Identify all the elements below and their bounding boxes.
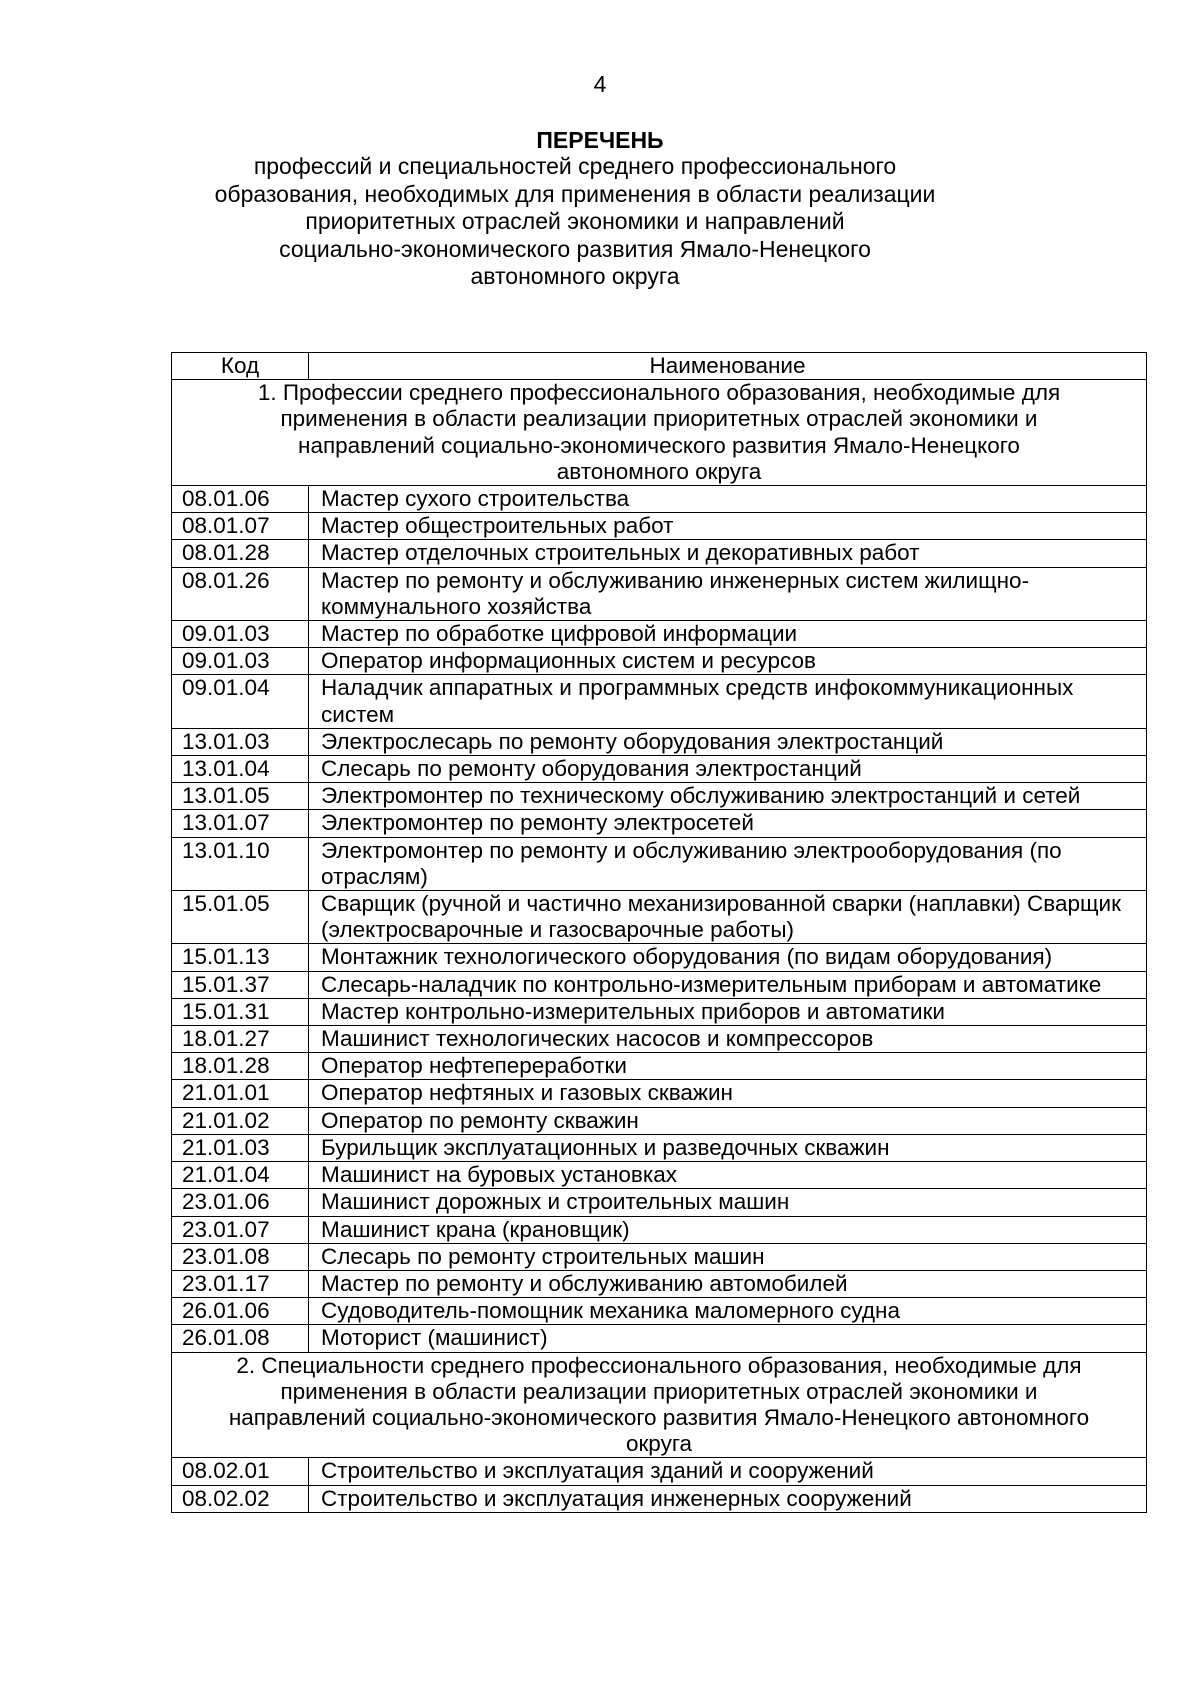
row-name: Мастер отделочных строительных и декоративных работ (309, 540, 1147, 567)
row-code: 08.02.02 (172, 1485, 309, 1512)
row-code: 09.01.03 (172, 621, 309, 648)
row-name: Слесарь по ремонту оборудования электростанций (309, 756, 1147, 783)
row-name: Оператор по ремонту скважин (309, 1107, 1147, 1134)
section-2-line: применения в области реализации приоритетных отраслей экономики и (280, 1378, 1038, 1404)
table-row (172, 1485, 1147, 1512)
row-code: 13.01.03 (172, 728, 309, 755)
table-row (172, 1026, 1147, 1053)
row-name: Оператор информационных систем и ресурсов (309, 648, 1147, 675)
table-row (172, 837, 1147, 890)
row-code: 13.01.10 (172, 837, 309, 890)
section-1-title (172, 380, 1147, 486)
table-row (172, 1458, 1147, 1485)
table-row (172, 540, 1147, 567)
row-name: Машинист крана (крановщик) (309, 1216, 1147, 1243)
section-2-title (172, 1352, 1147, 1458)
table-row (172, 1162, 1147, 1189)
table-row (172, 971, 1147, 998)
row-name: Машинист дорожных и строительных машин (309, 1189, 1147, 1216)
table-row (172, 1270, 1147, 1297)
row-code: 23.01.17 (172, 1270, 309, 1297)
subtitle-line: профессий и специальностей среднего профессионального (253, 153, 897, 179)
header-name: Наименование (309, 353, 1147, 380)
subtitle-line: образования, необходимых для применения в области реализации (214, 180, 936, 207)
row-code: 21.01.04 (172, 1162, 309, 1189)
row-code: 18.01.28 (172, 1053, 309, 1080)
row-code: 21.01.01 (172, 1080, 309, 1107)
row-code: 09.01.04 (172, 675, 309, 728)
table-row (172, 891, 1147, 944)
section-heading-specialties (172, 1352, 1147, 1458)
section-1-line: направлений социально-экономического развития Ямало-Ненецкого (298, 432, 1020, 458)
table-row (172, 1053, 1147, 1080)
row-name: Сварщик (ручной и частично механизированной сварки (наплавки) Сварщик (электросварочные и газосварочные работы) (309, 891, 1147, 944)
section-1-line: автономного округа (556, 458, 762, 484)
table-row (172, 675, 1147, 728)
row-code: 08.01.26 (172, 567, 309, 620)
row-code: 21.01.02 (172, 1107, 309, 1134)
row-code: 15.01.31 (172, 998, 309, 1025)
row-code: 08.01.06 (172, 486, 309, 513)
section-heading-professions (172, 380, 1147, 486)
row-code: 15.01.37 (172, 971, 309, 998)
table-row (172, 810, 1147, 837)
row-name: Моторист (машинист) (309, 1325, 1147, 1352)
table-row (172, 486, 1147, 513)
row-code: 08.02.01 (172, 1458, 309, 1485)
row-name: Мастер контрольно-измерительных приборов и автоматики (309, 998, 1147, 1025)
row-code: 08.01.28 (172, 540, 309, 567)
header-code: Код (172, 353, 309, 380)
section-2-line: округа (625, 1431, 693, 1457)
table-row (172, 1243, 1147, 1270)
row-code: 13.01.05 (172, 783, 309, 810)
professions-table (171, 352, 1147, 1513)
table-row (172, 756, 1147, 783)
row-name: Оператор нефтепереработки (309, 1053, 1147, 1080)
row-name: Мастер общестроительных работ (309, 513, 1147, 540)
table-row (172, 1298, 1147, 1325)
table-row (172, 513, 1147, 540)
row-code: 18.01.27 (172, 1026, 309, 1053)
row-name: Строительство и эксплуатация инженерных сооружений (309, 1485, 1147, 1512)
row-code: 23.01.06 (172, 1189, 309, 1216)
row-name: Мастер по ремонту и обслуживанию инженерных систем жилищно-коммунального хозяйства (309, 567, 1147, 620)
table-row (172, 944, 1147, 971)
table-row (172, 567, 1147, 620)
table-header-row (172, 353, 1147, 380)
page-number: 4 (593, 71, 607, 97)
row-code: 08.01.07 (172, 513, 309, 540)
row-code: 13.01.07 (172, 810, 309, 837)
row-name: Слесарь-наладчик по контрольно-измерительным приборам и автоматике (309, 971, 1147, 998)
subtitle-line: приоритетных отраслей экономики и направлений (305, 208, 845, 234)
row-name: Электромонтер по техническому обслуживанию электростанций и сетей (309, 783, 1147, 810)
table-row (172, 1134, 1147, 1161)
row-name: Слесарь по ремонту строительных машин (309, 1243, 1147, 1270)
row-name: Мастер сухого строительства (309, 486, 1147, 513)
row-name: Машинист на буровых установках (309, 1162, 1147, 1189)
section-2-line: 2. Специальности среднего профессионального образования, необходимые для (236, 1352, 1082, 1378)
table-row (172, 728, 1147, 755)
section-2-line: направлений социально-экономического развития Ямало-Ненецкого автономного (228, 1404, 1090, 1430)
row-code: 23.01.07 (172, 1216, 309, 1243)
document-title: ПЕРЕЧЕНЬ (536, 127, 664, 153)
row-name: Машинист технологических насосов и компрессоров (309, 1026, 1147, 1053)
subtitle-line: социально-экономического развития Ямало-Ненецкого (279, 235, 871, 262)
row-name: Мастер по ремонту и обслуживанию автомобилей (309, 1270, 1147, 1297)
row-code: 15.01.05 (172, 891, 309, 944)
row-code: 23.01.08 (172, 1243, 309, 1270)
row-code: 26.01.08 (172, 1325, 309, 1352)
row-code: 09.01.03 (172, 648, 309, 675)
row-code: 26.01.06 (172, 1298, 309, 1325)
row-code: 21.01.03 (172, 1134, 309, 1161)
row-name: Оператор нефтяных и газовых скважин (309, 1080, 1147, 1107)
section-1-line: 1. Профессии среднего профессионального образования, необходимые для (257, 380, 1061, 406)
document-subtitle (210, 153, 940, 291)
row-name: Судоводитель-помощник механика маломерного судна (309, 1298, 1147, 1325)
table-row (172, 998, 1147, 1025)
table-row (172, 1107, 1147, 1134)
row-code: 15.01.13 (172, 944, 309, 971)
table-row (172, 1080, 1147, 1107)
row-name: Мастер по обработке цифровой информации (309, 621, 1147, 648)
table-row (172, 1325, 1147, 1352)
row-code: 13.01.04 (172, 756, 309, 783)
row-name: Бурильщик эксплуатационных и разведочных скважин (309, 1134, 1147, 1161)
subtitle-line: автономного округа (470, 263, 680, 289)
section-1-line: применения в области реализации приоритетных отраслей экономики и (280, 406, 1038, 432)
table-row (172, 1216, 1147, 1243)
row-name: Электрослесарь по ремонту оборудования электростанций (309, 728, 1147, 755)
table-row (172, 1189, 1147, 1216)
table-row (172, 783, 1147, 810)
table-row (172, 621, 1147, 648)
table-row (172, 648, 1147, 675)
row-name: Электромонтер по ремонту и обслуживанию электрооборудования (по отраслям) (309, 837, 1147, 890)
row-name: Монтажник технологического оборудования (по видам оборудования) (309, 944, 1147, 971)
row-name: Наладчик аппаратных и программных средств инфокоммуникационных систем (309, 675, 1147, 728)
row-name: Электромонтер по ремонту электросетей (309, 810, 1147, 837)
row-name: Строительство и эксплуатация зданий и сооружений (309, 1458, 1147, 1485)
